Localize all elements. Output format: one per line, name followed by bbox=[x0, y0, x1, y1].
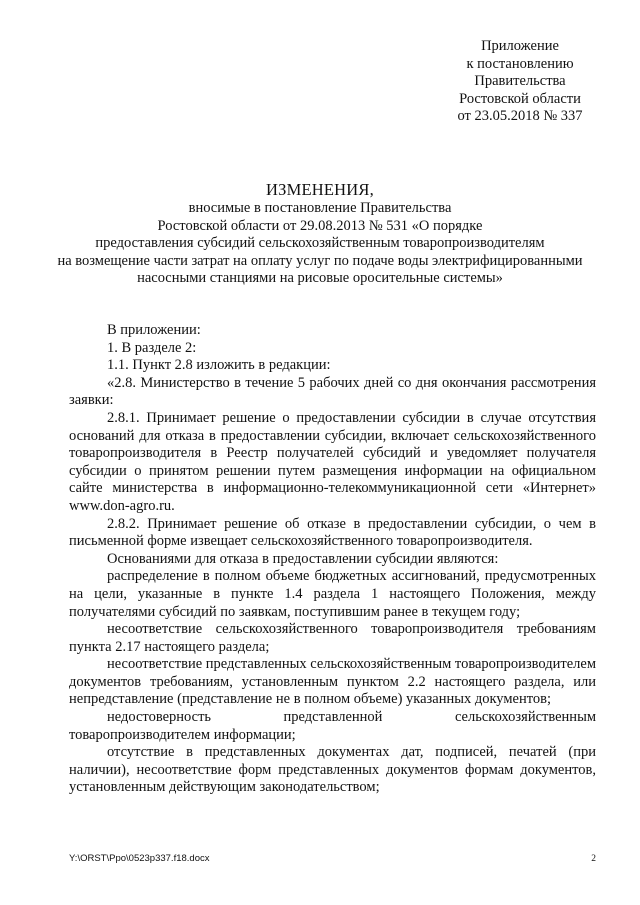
heading-line: Ростовской области от 29.08.2013 № 531 «О порядке bbox=[157, 217, 483, 234]
body-paragraph: отсутствие в представленных документах дат, подписей, печатей (при наличии), несоответствие форм представленных документов формам документов, установленным действующим законодательством; bbox=[69, 744, 596, 796]
heading-line: насосными станциями на рисовые оросительные системы» bbox=[137, 270, 503, 287]
appendix-line: от 23.05.2018 № 337 bbox=[457, 108, 583, 124]
heading-line: на возмещение части затрат на оплату услуг по подаче воды электрифицированными bbox=[57, 252, 583, 269]
appendix-line: Ростовской области bbox=[459, 90, 581, 107]
document-heading bbox=[40, 180, 600, 288]
file-path: Y:\ORST\Ppo\0523p337.f18.docx bbox=[69, 853, 210, 864]
heading-line: предоставления субсидий сельскохозяйственным товаропроизводителям bbox=[95, 235, 545, 252]
heading-subtitle bbox=[40, 200, 600, 288]
heading-title: ИЗМЕНЕНИЯ, bbox=[266, 180, 374, 199]
body-paragraph: 1.1. Пункт 2.8 изложить в редакции: bbox=[107, 357, 331, 374]
body-paragraph: Основаниями для отказа в предоставлении субсидии являются: bbox=[107, 550, 499, 567]
page-number: 2 bbox=[591, 854, 596, 864]
appendix-line: Приложение bbox=[481, 38, 559, 54]
appendix-block bbox=[420, 38, 620, 126]
appendix-line: Правительства bbox=[474, 73, 566, 89]
body-paragraph: «2.8. Министерство в течение 5 рабочих дней со дня окончания рассмотрения заявки: bbox=[69, 374, 596, 409]
body-paragraph: В приложении: bbox=[107, 322, 201, 338]
body-paragraph: 2.8.2. Принимает решение об отказе в предоставлении субсидии, о чем в письменной форме извещает сельскохозяйственного товаропроизводителя. bbox=[69, 515, 596, 550]
body-paragraph: 2.8.1. Принимает решение о предоставлении субсидии в случае отсутствия оснований для отказа в предоставлении субсидии, включает сельскохозяйственного товаропроизводителя в Реестр получателей субсидий и уведомляет получателя субсидии о принятом решении путем размещения информации на официальном сайте министерства в информационно-телекоммуникационной сети «Интернет» www.don-agro.ru. bbox=[69, 409, 596, 514]
body-paragraph: 1. В разделе 2: bbox=[107, 339, 197, 356]
document-body bbox=[69, 322, 596, 797]
body-paragraph: несоответствие представленных сельскохозяйственным товаропроизводителем документов требованиям, установленным пунктом 2.2 настоящего раздела, или непредставление (представление не в полном объеме) указанных документов; bbox=[69, 656, 597, 708]
body-paragraph: недостоверность представленной сельскохозяйственным товаропроизводителем информации; bbox=[69, 709, 596, 743]
appendix-line: к постановлению bbox=[466, 55, 574, 72]
body-paragraph: распределение в полном объеме бюджетных ассигнований, предусмотренных на цели, указанные в пункте 1.4 раздела 1 настоящего Положения, между получателями субсидий по заявкам, поступившим ранее в текущем году; bbox=[69, 568, 596, 620]
heading-line: вносимые в постановление Правительства bbox=[188, 200, 452, 216]
body-paragraph: несоответствие сельскохозяйственного товаропроизводителя требованиям пункта 2.17 настоящего раздела; bbox=[69, 621, 596, 655]
